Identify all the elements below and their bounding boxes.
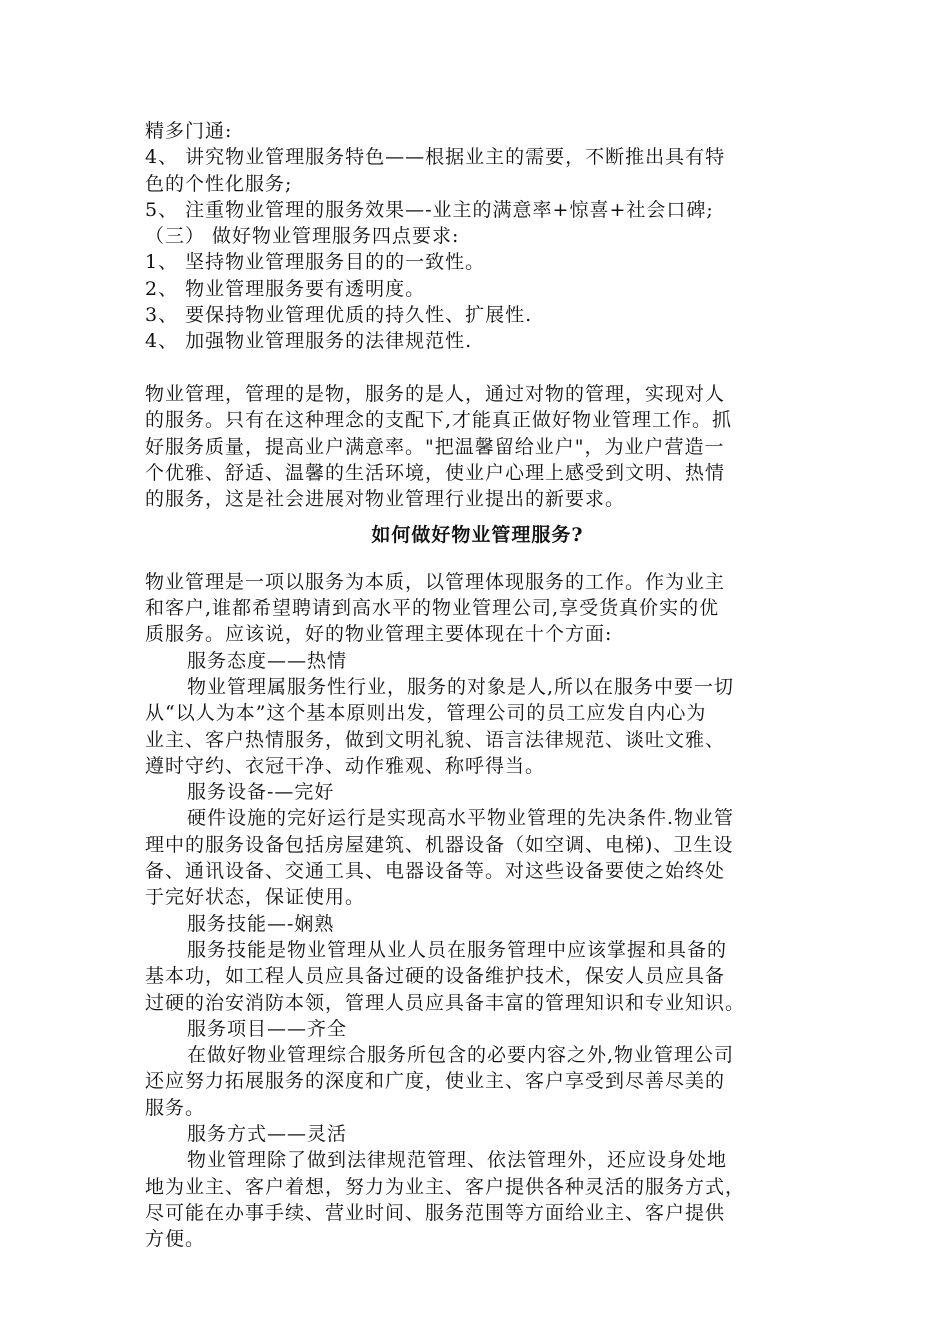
- text-line: 物业管理除了做到法律规范管理、依法管理外，还应设身处地: [187, 1149, 728, 1172]
- text-line: 服务。: [145, 1096, 206, 1119]
- text-line: 备、通讯设备、交通工具、电器设备等。对这些设备要使之始终处: [145, 860, 726, 883]
- aspect-heading: 服务技能—-娴熟: [187, 912, 335, 935]
- text-line: 业主、客户热情服务，做到文明礼貌、语言法律规范、谈吐文雅、: [145, 728, 726, 751]
- text-line: 基本功，如工程人员应具备过硬的设备维护技术，保安人员应具备: [145, 965, 726, 988]
- text-line: 物业管理是一项以服务为本质，以管理体现服务的工作。作为业主: [145, 570, 726, 593]
- text-line: 尽可能在办事手续、营业时间、服务范围等方面给业主、客户提供: [145, 1201, 726, 1224]
- paragraph-gap: [145, 355, 810, 381]
- aspect-item: [145, 1016, 810, 1121]
- text-line: 于完好状态，保证使用。: [145, 886, 366, 909]
- aspect-item: [145, 911, 810, 1016]
- summary-paragraph: [145, 381, 810, 512]
- text-line: （三） 做好物业管理服务四点要求:: [145, 225, 460, 248]
- text-line: 从“以人为本”这个基本原则出发，管理公司的员工应发自内心为: [145, 702, 707, 725]
- text-line: 硬件设施的完好运行是实现高水平物业管理的先决条件.物业管: [187, 807, 735, 830]
- aspect-heading: 服务方式——灵活: [187, 1122, 348, 1145]
- text-line: 色的个性化服务;: [145, 172, 293, 195]
- aspect-item: [145, 1121, 810, 1252]
- text-line: 好服务质量，提高业户满意率。"把温馨留给业户"，为业户营造一: [145, 435, 725, 458]
- text-line: 个优雅、舒适、温馨的生活环境，使业户心理上感受到文明、热情: [145, 461, 726, 484]
- text-line: 和客户,谁都希望聘请到高水平的物业管理公司,享受货真价实的优: [145, 597, 720, 620]
- text-line: 地为业主、客户着想，努力为业主、客户提供各种灵活的服务方式，: [145, 1175, 746, 1198]
- aspect-heading: 服务态度——热情: [187, 649, 348, 672]
- text-line: 质服务。应该说，好的物业管理主要体现在十个方面:: [145, 623, 613, 646]
- text-line: 的服务。只有在这种理念的支配下,才能真正做好物业管理工作。抓: [145, 409, 733, 432]
- text-line: 理中的服务设备包括房屋建筑、机器设备（如空调、电梯)、卫生设: [145, 833, 734, 856]
- requirements-section: [145, 118, 810, 355]
- text-line: 方便。: [145, 1228, 206, 1251]
- text-line: 1、 坚持物业管理服务目的的一致性。: [145, 251, 486, 274]
- text-line: 物业管理属服务性行业，服务的对象是人,所以在服务中要一切: [187, 675, 735, 698]
- text-line: 服务技能是物业管理从业人员在服务管理中应该掌握和具备的: [187, 938, 728, 961]
- text-line: 遵时守约、衣冠干净、动作雅观、称呼得当。: [145, 754, 546, 777]
- text-line: 物业管理，管理的是物，服务的是人，通过对物的管理，实现对人: [145, 382, 726, 405]
- aspect-item: [145, 648, 810, 779]
- text-line: 5、 注重物业管理的服务效果—-业主的满意率+惊喜+社会口碑;: [145, 198, 714, 221]
- aspect-heading: 服务设备-—完好: [187, 781, 335, 804]
- aspect-heading: 服务项目——齐全: [187, 1017, 348, 1040]
- text-line: 4、 加强物业管理服务的法律规范性.: [145, 330, 473, 353]
- text-line: 3、 要保持物业管理优质的持久性、扩展性.: [145, 304, 533, 327]
- text-line: 4、 讲究物业管理服务特色——根据业主的需要，不断推出具有特: [145, 146, 726, 169]
- aspect-item: [145, 779, 810, 910]
- text-line: 在做好物业管理综合服务所包含的必要内容之外,物业管理公司: [187, 1044, 735, 1067]
- document-page: [145, 118, 810, 1252]
- section-heading: 如何做好物业管理服务?: [371, 524, 584, 547]
- text-line: 还应努力拓展服务的深度和广度，使业主、客户享受到尽善尽美的: [145, 1070, 726, 1093]
- text-line: 的服务，这是社会进展对物业管理行业提出的新要求。: [145, 488, 626, 511]
- intro-paragraph: [145, 569, 810, 648]
- text-line: 精多门通:: [145, 120, 233, 142]
- text-line: 2、 物业管理服务要有透明度。: [145, 277, 426, 300]
- text-line: 过硬的治安消防本领，管理人员应具备丰富的管理知识和专业知识。: [145, 991, 746, 1014]
